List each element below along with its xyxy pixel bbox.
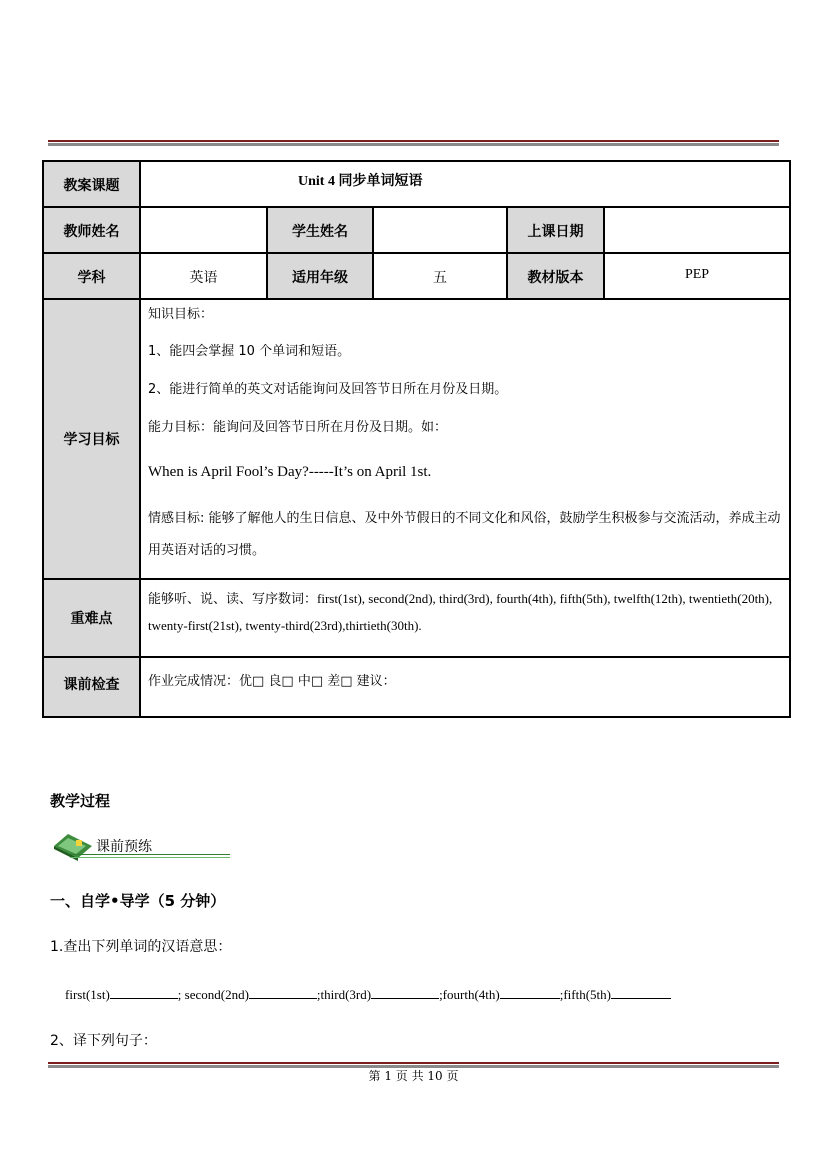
word-fourth: ;fourth(4th): [439, 987, 500, 1002]
edition-value: PEP: [604, 253, 790, 299]
word-fifth: ;fifth(5th): [559, 987, 611, 1002]
blank-4[interactable]: [500, 986, 560, 999]
subject-value: 英语: [140, 253, 267, 299]
grade-label: 适用年级: [267, 253, 373, 299]
objectives-label: 学习目标: [43, 299, 140, 579]
topic-label: 教案课题: [43, 161, 140, 207]
question-1: 1.查出下列单词的汉语意思：: [50, 939, 232, 955]
difficulty-cell: [140, 579, 790, 657]
objectives-cell: [140, 299, 790, 579]
knowledge-1: 1、能四会掌握 10 个单词和短语。: [148, 344, 351, 359]
student-label: 学生姓名: [267, 207, 373, 253]
blank-5[interactable]: [611, 986, 671, 999]
badge-text: 课前预练: [96, 839, 152, 855]
difficulty-prefix: 能够听、说、读、写序数词：: [148, 592, 318, 607]
blank-2[interactable]: [249, 986, 317, 999]
section-title: 一、自学•导学（5 分钟）: [50, 892, 226, 910]
lesson-info-table: [42, 160, 791, 718]
check-text: 作业完成情况：优□ 良□ 中□ 差□ 建议：: [148, 674, 396, 689]
word-blanks-line: [65, 986, 671, 1003]
example-sentence: When is April Fool’s Day?-----It’s on April 1st.: [148, 464, 432, 480]
ability-goal: 能力目标：能询问及回答节日所在月份及日期。如：: [148, 420, 448, 435]
blank-1[interactable]: [110, 986, 178, 999]
difficulty-words: first(1st), second(2nd), third(3rd), fourth(4th), fifth(5th), twelfth(12th), twentieth(20th), twenty-first(21st), twenty-third(23rd),thirtieth(30th).: [148, 591, 773, 633]
question-2: 2、译下列句子：: [50, 1033, 157, 1049]
top-rule: [48, 140, 779, 146]
process-title: 教学过程: [50, 792, 111, 810]
knowledge-title: 知识目标：: [148, 307, 214, 322]
topic-value: Unit 4 同步单词短语: [140, 161, 790, 207]
blank-3[interactable]: [371, 986, 439, 999]
check-label: 课前检查: [43, 657, 140, 717]
edition-label: 教材版本: [507, 253, 604, 299]
check-cell: [140, 657, 790, 717]
difficulty-label: 重难点: [43, 579, 140, 657]
subject-label: 学科: [43, 253, 140, 299]
grade-value: 五: [373, 253, 507, 299]
date-value: [604, 207, 790, 253]
word-second: ; second(2nd): [177, 987, 249, 1002]
emotion-goal: 情感目标: 能够了解他人的生日信息、及中外节假日的不同文化和风俗，鼓励学生积极参与交流活动，养成主动用英语对话的习惯。: [148, 511, 781, 558]
pre-practice-badge: [52, 830, 182, 862]
knowledge-2: 2、能进行简单的英文对话能询问及回答节日所在月份及日期。: [148, 382, 508, 397]
word-first: first(1st): [65, 987, 110, 1002]
teacher-label: 教师姓名: [43, 207, 140, 253]
page-footer: 第 1 页 共 10 页: [368, 1069, 459, 1083]
student-value: [373, 207, 507, 253]
word-third: ;third(3rd): [316, 987, 372, 1002]
date-label: 上课日期: [507, 207, 604, 253]
teacher-value: [140, 207, 267, 253]
